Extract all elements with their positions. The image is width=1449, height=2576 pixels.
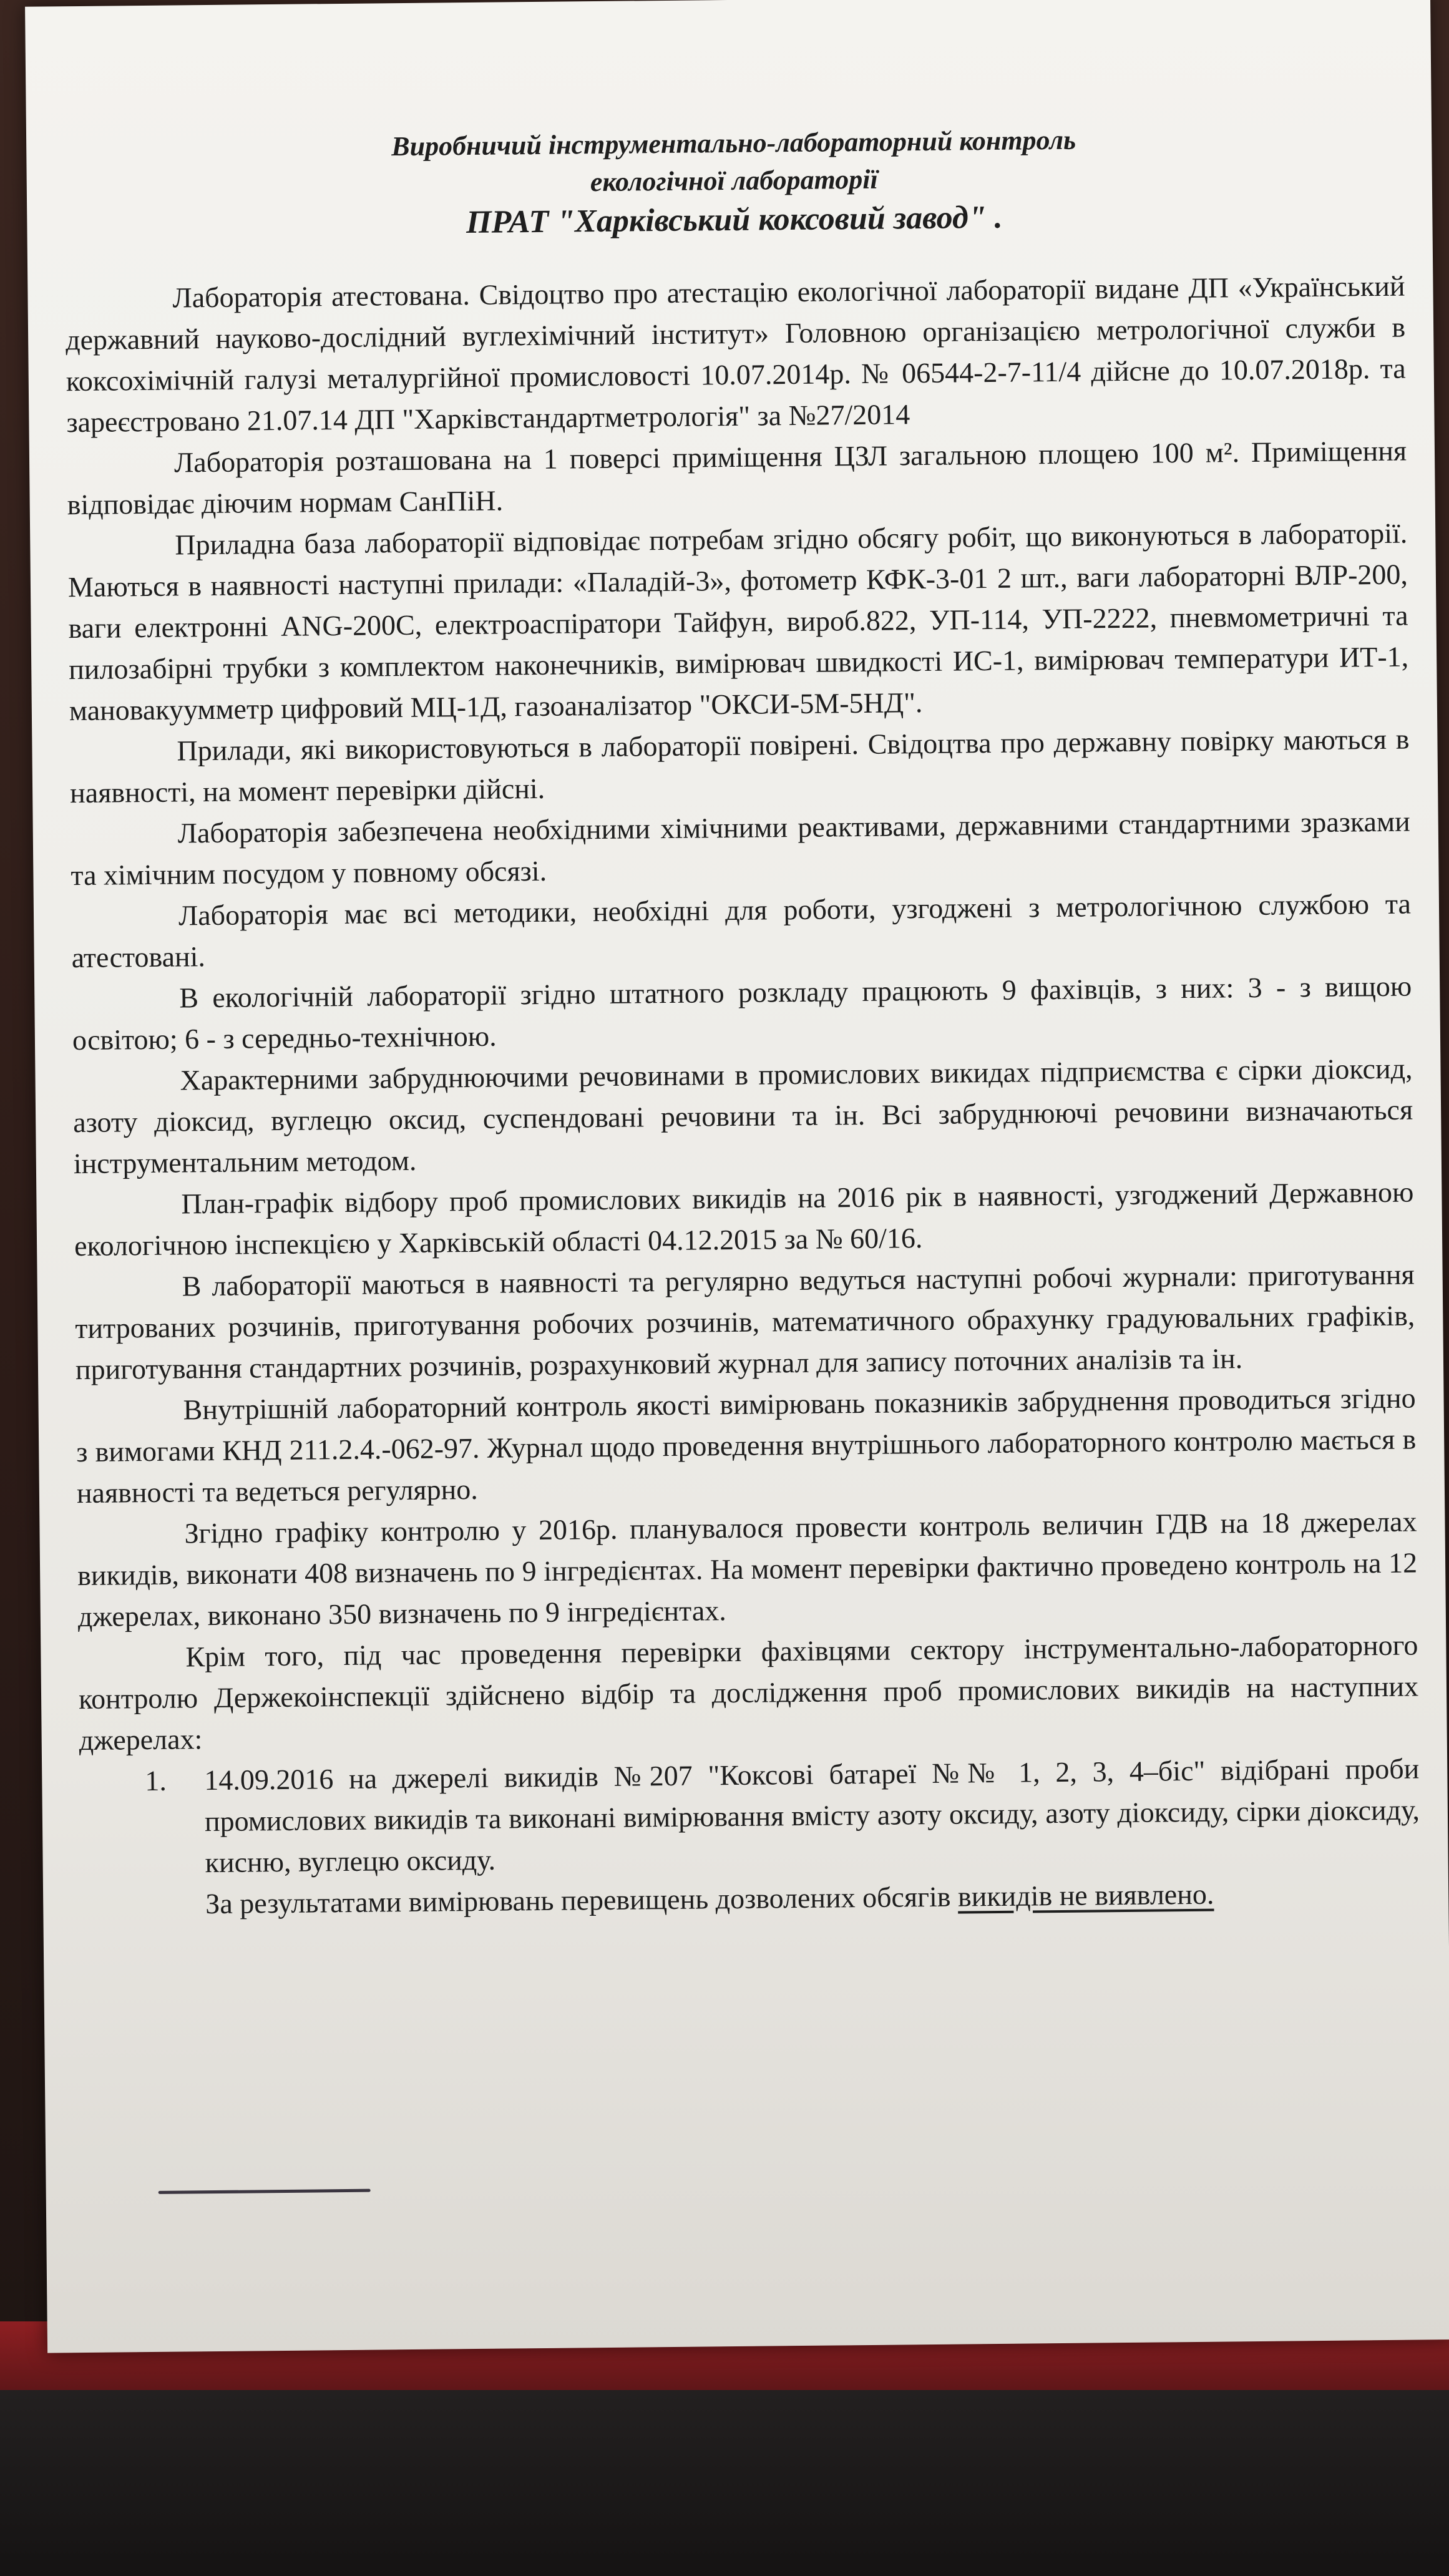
sources-list bbox=[79, 1748, 1420, 1926]
list-item-number: 1. bbox=[145, 1764, 167, 1797]
paragraph-pollutants: Характерними забруднюючими речовинами в промислових викидах підприємства є сірки діоксид, азоту діоксид, вуглецю оксид, суспендовані речовини та ін. Всі забруднюючі речовини визначаються інструментальним методом. bbox=[72, 1052, 1413, 1180]
paragraph-instruments: Приладна база лабораторії відповідає потребам згідно обсягу робіт, що виконуються в лабораторії. Маються в наявності наступні прилади: «Паладій-3», фотометр КФК-3-01 2 шт., ваги лабораторні ВЛР-200, ваги електронні ANG-200C, електроаспіратори Тайфун, вироб.822, УП-114, УП-2222, пневмометричні та пилозабірні трубки з комплектом наконечників, вимірювач швидкості ИС-1, вимірювач температури ИТ-1, мановакуумметр цифровий МЦ-1Д, газоаналізатор "ОКСИ-5М-5НД". bbox=[67, 517, 1409, 727]
paragraph-verification: Прилади, які використовуються в лабораторії повірені. Свідоцтва про державну повірку маються в наявності, на момент перевірки дійсні. bbox=[69, 723, 1410, 809]
handwritten-underline bbox=[159, 2189, 371, 2194]
list-item-result: За результатами вимірювань перевищень дозволених обсягів bbox=[205, 1880, 959, 1920]
document-title bbox=[64, 119, 1405, 248]
paragraph-premises: Лабораторія розташована на 1 поверсі приміщення ЦЗЛ загальною площею 100 м². Приміщення відповідає діючим нормам СанПіН. bbox=[67, 434, 1407, 521]
paragraph-internal-control: Внутрішній лабораторний контроль якості вимірювань показників забруднення проводиться згідно з вимогами КНД 211.2.4.-062-97. Журнал щодо проведення внутрішнього лабораторного контролю мається в наявності та ведеться регулярно. bbox=[76, 1382, 1417, 1510]
title-line-3: ПРАТ "Харківський коксовий завод" . bbox=[466, 199, 1003, 241]
paragraph-attestation: Лабораторія атестована. Свідоцтво про атестацію екологічної лабораторії видане ДП «Український державний науково-дослідний вуглехімічний інститут» Головною організацією метрологічної служби в коксохімічній галузі металургійної промисловості 10.07.2014р. № 06544-2-7-11/4 дійсне до 10.07.2018р. та зареєстровано 21.07.14 ДП "Харківстандартметрологія" за №27/2014 bbox=[65, 270, 1406, 439]
paragraph-control-schedule: Згідно графіку контролю у 2016р. планувалося провести контроль величин ГДВ на 18 джерелах викидів, виконати 408 визначень по 9 інгредієнтах. На момент перевірки фактично проведено контроль на 12 джерелах, виконано 350 визначень по 9 інгредієнтах. bbox=[77, 1505, 1418, 1633]
paragraph-sampling-plan: План-графік відбору проб промислових викидів на 2016 рік в наявності, узгоджений Державною екологічною інспекцією у Харківській області 04.12.2015 за № 60/16. bbox=[74, 1176, 1414, 1262]
title-line-1: Виробничий інструментально-лабораторний контроль bbox=[391, 124, 1076, 162]
floor-area bbox=[0, 2390, 1449, 2576]
list-item-result-underlined: викидів не виявлено. bbox=[957, 1878, 1214, 1913]
paragraph-journals: В лабораторії маються в наявності та регулярно ведуться наступні робочі журнали: приготування титрованих розчинів, приготування робочих розчинів, математичного обрахунку градуювальних графіків, приготування стандартних розчинів, розрахунковий журнал для запису поточних аналізів та ін. bbox=[75, 1258, 1415, 1386]
title-line-2: екологічної лабораторії bbox=[590, 163, 878, 198]
document-page bbox=[25, 0, 1449, 2353]
list-item-text: 14.09.2016 на джерелі викидів №207 "Коксові батареї №№ 1, 2, 3, 4–біс" відібрані проби промислових викидів та виконані вимірювання вмісту азоту оксиду, азоту діоксиду, сірки діоксиду, кисню, вуглецю оксиду. bbox=[204, 1752, 1420, 1879]
paragraph-staff: В екологічній лабораторії згідно штатного розкладу працюють 9 фахівців, з них: 3 - з вищою освітою; 6 - з середньо-технічною. bbox=[72, 970, 1412, 1056]
list-item bbox=[79, 1748, 1420, 1926]
paragraph-methods: Лабораторія має всі методики, необхідні для роботи, узгоджені з метрологічною службою та атестовані. bbox=[71, 887, 1412, 974]
document-content bbox=[64, 119, 1421, 1926]
paragraph-inspection: Крім того, під час проведення перевірки фахівцями сектору інструментально-лабораторного контролю Держекоінспекції здійснено відбір та дослідження проб промислових викидів на наступних джерелах: bbox=[78, 1629, 1419, 1757]
paragraph-reagents: Лабораторія забезпечена необхідними хімічними реактивами, державними стандартними зразками та хімічним посудом у повному обсязі. bbox=[71, 805, 1410, 892]
